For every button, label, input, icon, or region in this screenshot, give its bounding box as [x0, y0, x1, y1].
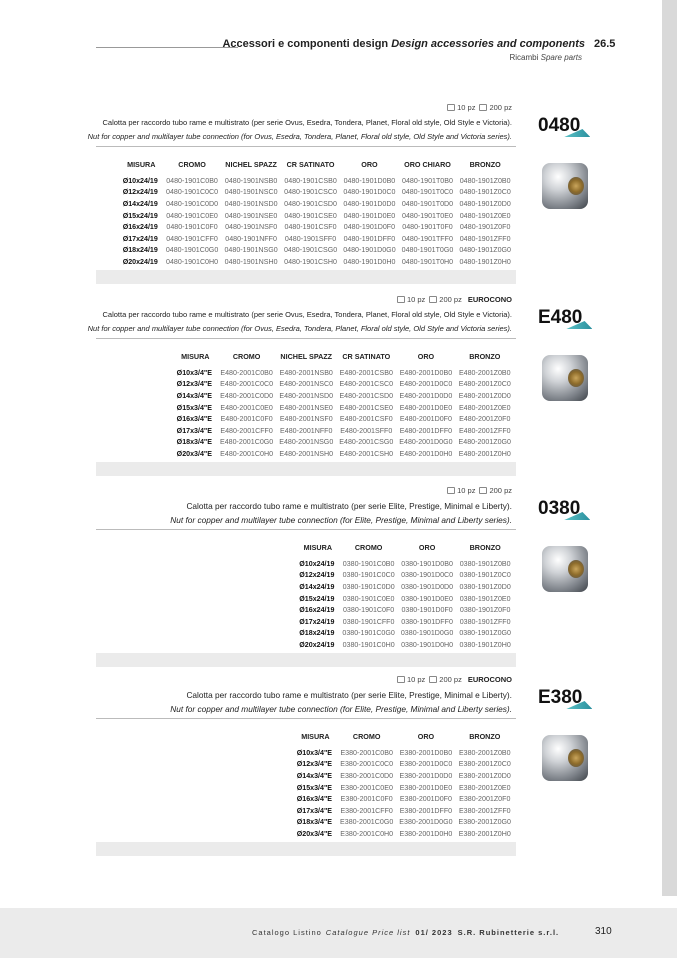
table-row: [174, 379, 514, 391]
part-code-cell: E480-2001NSB0: [279, 368, 333, 377]
pack-small: 10 pz: [406, 675, 426, 684]
size-cell: Ø17x24/19: [122, 234, 158, 243]
part-code-cell: 0480-1901Z0E0: [459, 211, 511, 220]
part-code-cell: 0380-1901D0D0: [401, 582, 454, 591]
table-header: [296, 542, 514, 558]
eurocono-tag: EUROCONO: [467, 675, 512, 684]
part-code-cell: E480-2001NSH0: [279, 449, 334, 458]
size-cell: Ø15x24/19: [122, 211, 158, 220]
part-code-cell: 0480-1901DFF0: [343, 234, 396, 243]
size-cell: Ø15x3/4"E: [296, 783, 333, 792]
part-code-cell: E480-2001NSG0: [279, 438, 334, 447]
part-code-cell: 0480-1901Z0F0: [459, 223, 511, 232]
size-cell: Ø14x24/19: [122, 199, 158, 208]
divider: [96, 146, 516, 147]
table-row: [296, 593, 514, 605]
divider: [96, 529, 516, 530]
part-code-cell: E380-2001D0C0: [399, 760, 453, 769]
eurocono-tag: EUROCONO: [467, 295, 512, 304]
part-code-cell: 0380-1901D0E0: [401, 594, 453, 603]
subtitle-en: Spare parts: [540, 53, 582, 62]
column-header: ORO CHIARO: [404, 160, 451, 169]
part-code-cell: E480-2001Z0D0: [458, 391, 511, 400]
table-row: [294, 747, 514, 759]
part-code-cell: E480-2001D0D0: [399, 391, 453, 400]
product-section-0480: [87, 103, 516, 288]
pack-big: 200 pz: [439, 675, 462, 684]
pack-small: 10 pz: [406, 295, 426, 304]
table-row: [120, 210, 514, 222]
page-number: 310: [595, 926, 612, 937]
table-row: [120, 175, 514, 187]
part-code-cell: 0480-1901C0F0: [166, 223, 218, 232]
table-row: [296, 616, 514, 628]
description: [88, 308, 512, 336]
product-section-0380: [96, 486, 516, 671]
size-cell: Ø18x3/4"E: [176, 438, 212, 447]
part-code-cell: E480-2001CSG0: [339, 438, 394, 447]
part-code-cell: E480-2001D0F0: [399, 415, 452, 424]
part-code-cell: 0380-1901Z0G0: [459, 629, 511, 638]
small-box-icon: [397, 676, 405, 683]
part-code-cell: 0380-1901Z0B0: [459, 559, 511, 568]
part-code-cell: E480-2001C0F0: [220, 415, 273, 424]
table-row: [294, 793, 514, 805]
part-code-cell: E380-2001DFF0: [399, 806, 453, 815]
size-cell: Ø18x3/4"E: [296, 818, 333, 827]
pack-big: 200 pz: [489, 103, 512, 112]
part-code-cell: 0380-1901C0C0: [342, 571, 395, 580]
size-cell: Ø12x3/4"E: [296, 760, 333, 769]
table-row: [296, 570, 514, 582]
part-code-cell: E380-2001C0F0: [340, 795, 393, 804]
footer-en: Catalogue Price list: [325, 928, 411, 937]
part-code-cell: E380-2001C0D0: [340, 771, 394, 780]
part-code-cell: 0380-1901D0B0: [401, 559, 453, 568]
part-code-cell: 0380-1901Z0H0: [459, 640, 511, 649]
product-code: 0380: [538, 498, 581, 519]
packaging-info: [393, 295, 512, 304]
part-code-cell: 0480-1901CSD0: [284, 199, 337, 208]
table-header: [294, 731, 514, 747]
size-cell: Ø14x24/19: [299, 582, 335, 591]
section-number: 26.5: [594, 38, 616, 50]
part-code-cell: 0380-1901C0F0: [342, 606, 395, 615]
part-code-cell: E480-2001CSB0: [339, 368, 393, 377]
table-row: [120, 198, 514, 210]
part-code-cell: E380-2001CFF0: [340, 806, 393, 815]
part-code-cell: 0480-1901D0F0: [343, 223, 396, 232]
divider: [96, 718, 516, 719]
table-row: [174, 402, 514, 414]
part-code-cell: E480-2001C0B0: [220, 368, 273, 377]
part-code-cell: 0480-1901CSC0: [284, 188, 337, 197]
part-code-cell: 0480-1901NFF0: [225, 234, 277, 243]
table-row: [294, 759, 514, 771]
part-code-cell: E480-2001C0C0: [220, 380, 274, 389]
size-cell: Ø15x3/4"E: [176, 403, 212, 412]
table-row: [120, 256, 514, 268]
subtitle: [510, 53, 583, 62]
part-code-cell: 0480-1901NSD0: [224, 199, 278, 208]
part-code-cell: E380-2001D0B0: [399, 748, 453, 757]
table-row: [296, 628, 514, 640]
table-footer-bar: [96, 270, 516, 284]
part-code-cell: 0480-1901NSE0: [224, 211, 278, 220]
part-code-cell: E480-2001CFF0: [220, 426, 273, 435]
part-code-cell: E380-2001C0B0: [340, 748, 393, 757]
part-code-cell: 0480-1901CSH0: [284, 257, 337, 266]
part-code-cell: 0380-1901CFF0: [342, 617, 395, 626]
part-code-cell: 0480-1901CSE0: [284, 211, 337, 220]
part-code-cell: 0480-1901T0C0: [401, 188, 454, 197]
part-code-cell: 0480-1901T0D0: [401, 199, 454, 208]
column-header: CR SATINATO: [286, 160, 335, 169]
title-it: Accessori e componenti design: [222, 38, 389, 50]
part-code-cell: E480-2001Z0E0: [458, 403, 511, 412]
part-code-cell: 0380-1901Z0E0: [459, 594, 511, 603]
part-code-cell: E480-2001SFF0: [340, 426, 393, 435]
part-code-cell: 0380-1901C0H0: [342, 640, 395, 649]
table-footer-bar: [96, 842, 516, 856]
table-row: [294, 770, 514, 782]
column-header: NICHEL SPAZZ: [280, 352, 333, 361]
column-header: BRONZO: [469, 543, 501, 552]
part-code-cell: E380-2001Z0E0: [458, 783, 511, 792]
product-section-E380: [96, 675, 516, 860]
part-code-cell: 0380-1901C0G0: [342, 629, 395, 638]
part-code-cell: E480-2001NSF0: [279, 415, 333, 424]
part-code-cell: E380-2001C0C0: [340, 760, 394, 769]
part-code-cell: E480-2001NSD0: [279, 391, 334, 400]
column-header: ORO: [418, 543, 436, 552]
part-code-cell: E480-2001Z0H0: [458, 449, 511, 458]
parts-table: [296, 542, 514, 651]
part-code-cell: 0480-1901NSG0: [224, 246, 278, 255]
part-code-cell: 0380-1901D0H0: [401, 640, 454, 649]
part-code-cell: E380-2001Z0B0: [458, 748, 511, 757]
part-code-cell: E380-2001C0E0: [340, 783, 393, 792]
size-cell: Ø16x24/19: [299, 606, 335, 615]
nut-product-image: [542, 735, 588, 781]
part-code-cell: 0380-1901DFF0: [401, 617, 453, 626]
part-code-cell: 0380-1901D0G0: [400, 629, 454, 638]
size-cell: Ø18x24/19: [122, 246, 158, 255]
column-header: MISURA: [127, 160, 156, 169]
size-cell: Ø12x24/19: [122, 188, 158, 197]
part-code-cell: E480-2001CSE0: [339, 403, 393, 412]
part-code-cell: E480-2001NSC0: [279, 380, 334, 389]
side-tab: [662, 0, 677, 896]
part-code-cell: E380-2001Z0D0: [458, 771, 511, 780]
description-en: Nut for copper and multilayer tube connection (for Elite, Prestige, Minimal and Liberty series).: [170, 704, 512, 714]
table-footer-bar: [96, 462, 516, 476]
column-header: CR SATINATO: [342, 352, 391, 361]
part-code-cell: E380-2001C0G0: [340, 818, 394, 827]
column-header: MISURA: [181, 352, 210, 361]
part-code-cell: 0480-1901Z0C0: [459, 188, 511, 197]
header-rule: [96, 47, 238, 48]
table-header: [120, 159, 514, 175]
size-cell: Ø20x24/19: [299, 640, 335, 649]
large-box-icon: [479, 487, 487, 494]
size-cell: Ø17x3/4"E: [296, 806, 333, 815]
description-it: Calotta per raccordo tubo rame e multistrato (per serie Elite, Prestige, Minimal e Liberty).: [186, 501, 512, 511]
part-code-cell: E480-2001C0E0: [220, 403, 273, 412]
large-box-icon: [429, 676, 437, 683]
part-code-cell: E380-2001C0H0: [340, 829, 394, 838]
part-code-cell: 0480-1901Z0B0: [459, 176, 511, 185]
part-code-cell: 0380-1901C0B0: [342, 559, 395, 568]
small-box-icon: [447, 487, 455, 494]
footer-company: S.R. Rubinetterie s.r.l.: [457, 928, 560, 937]
part-code-cell: 0480-1901NSH0: [224, 257, 278, 266]
table-row: [294, 782, 514, 794]
part-code-cell: E480-2001C0G0: [219, 438, 274, 447]
size-cell: Ø16x24/19: [122, 223, 158, 232]
description-en: Nut for copper and multilayer tube connection (for Elite, Prestige, Minimal and Liberty series).: [170, 515, 512, 525]
description-it: Calotta per raccordo tubo rame e multistrato (per serie Elite, Prestige, Minimal e Liberty).: [186, 690, 512, 700]
size-cell: Ø20x3/4"E: [296, 829, 333, 838]
part-code-cell: E380-2001Z0G0: [458, 818, 511, 827]
part-code-cell: E480-2001CSH0: [339, 449, 394, 458]
description: [170, 499, 512, 527]
part-code-cell: 0480-1901CSB0: [284, 176, 337, 185]
part-code-cell: 0480-1901D0C0: [343, 188, 396, 197]
parts-table: [294, 731, 514, 840]
size-cell: Ø17x24/19: [299, 617, 335, 626]
pack-small: 10 pz: [457, 486, 476, 495]
size-cell: Ø16x3/4"E: [176, 415, 212, 424]
footer-date: 01/ 2023: [415, 928, 453, 937]
column-header: CROMO: [232, 352, 261, 361]
part-code-cell: E380-2001D0H0: [399, 829, 453, 838]
size-cell: Ø10x24/19: [122, 176, 158, 185]
part-code-cell: E380-2001D0D0: [399, 771, 453, 780]
small-box-icon: [447, 104, 455, 111]
part-code-cell: 0480-1901C0G0: [165, 246, 219, 255]
description-en: Nut for copper and multilayer tube connection (for Ovus, Esedra, Tondera, Planet, Floral old style, Old Style and Victoria series).: [87, 132, 512, 141]
part-code-cell: E480-2001CSD0: [339, 391, 394, 400]
pack-big: 200 pz: [489, 486, 512, 495]
table-row: [174, 367, 514, 379]
part-code-cell: 0480-1901NSB0: [224, 176, 278, 185]
table-row: [296, 604, 514, 616]
part-code-cell: 0480-1901SFF0: [284, 234, 337, 243]
part-code-cell: E480-2001CSF0: [339, 415, 393, 424]
product-section-E480: [87, 295, 516, 480]
table-row: [296, 558, 514, 570]
part-code-cell: E480-2001D0E0: [399, 403, 453, 412]
part-code-cell: 0480-1901T0G0: [401, 246, 454, 255]
table-row: [296, 639, 514, 651]
part-code-cell: 0480-1901D0D0: [343, 199, 396, 208]
column-header: MISURA: [303, 543, 333, 552]
column-header: CROMO: [178, 160, 206, 169]
column-header: BRONZO: [469, 352, 501, 361]
column-header: MISURA: [301, 732, 330, 741]
part-code-cell: 0480-1901CSG0: [283, 246, 338, 255]
product-code: E380: [538, 687, 583, 708]
column-header: ORO: [417, 732, 435, 741]
part-code-cell: 0480-1901CSF0: [284, 223, 337, 232]
column-header: NICHEL SPAZZ: [225, 160, 277, 169]
nut-product-image: [542, 546, 588, 592]
part-code-cell: E480-2001DFF0: [399, 426, 453, 435]
part-code-cell: E480-2001Z0C0: [458, 380, 511, 389]
table-row: [174, 390, 514, 402]
part-code-cell: 0480-1901D0E0: [343, 211, 396, 220]
size-cell: Ø16x3/4"E: [296, 795, 333, 804]
small-box-icon: [397, 296, 405, 303]
part-code-cell: 0480-1901NSC0: [224, 188, 278, 197]
parts-table: [120, 159, 514, 268]
part-code-cell: E380-2001ZFF0: [458, 806, 511, 815]
part-code-cell: E480-2001Z0B0: [458, 368, 511, 377]
size-cell: Ø20x3/4"E: [176, 449, 212, 458]
table-header: [174, 351, 514, 367]
part-code-cell: 0480-1901NSF0: [225, 223, 278, 232]
part-code-cell: E380-2001D0E0: [399, 783, 453, 792]
part-code-cell: 0480-1901D0G0: [343, 246, 396, 255]
part-code-cell: E480-2001NSE0: [279, 403, 333, 412]
part-code-cell: 0480-1901C0D0: [166, 199, 219, 208]
size-cell: Ø12x24/19: [299, 571, 335, 580]
part-code-cell: E480-2001D0C0: [399, 380, 453, 389]
part-code-cell: 0480-1901Z0G0: [459, 246, 511, 255]
footer-text: [252, 928, 559, 937]
size-cell: Ø18x24/19: [299, 629, 335, 638]
part-code-cell: E380-2001D0F0: [399, 795, 452, 804]
part-code-cell: E380-2001Z0C0: [458, 760, 511, 769]
table-row: [296, 581, 514, 593]
divider: [96, 338, 516, 339]
table-row: [174, 413, 514, 425]
part-code-cell: E480-2001D0H0: [399, 449, 453, 458]
description-it: Calotta per raccordo tubo rame e multistrato (per serie Ovus, Esedra, Tondera, Planet, Floral old style, Old Style e Victoria).: [102, 310, 512, 319]
part-code-cell: 0380-1901Z0C0: [459, 571, 511, 580]
size-cell: Ø10x24/19: [299, 559, 335, 568]
part-code-cell: 0480-1901D0H0: [343, 257, 396, 266]
part-code-cell: 0380-1901C0E0: [342, 594, 395, 603]
large-box-icon: [429, 296, 437, 303]
column-header: CROMO: [354, 543, 383, 552]
table-row: [294, 828, 514, 840]
part-code-cell: E380-2001Z0H0: [458, 829, 511, 838]
part-code-cell: 0480-1901T0B0: [402, 176, 453, 185]
part-code-cell: 0380-1901C0D0: [342, 582, 395, 591]
part-code-cell: E480-2001C0D0: [220, 391, 274, 400]
product-code: E480: [538, 307, 583, 328]
part-code-cell: 0380-1901Z0F0: [459, 606, 511, 615]
part-code-cell: 0480-1901C0E0: [166, 211, 218, 220]
part-code-cell: 0480-1901C0H0: [166, 257, 219, 266]
nut-product-image: [542, 355, 588, 401]
table-row: [294, 805, 514, 817]
part-code-cell: 0480-1901CFF0: [166, 234, 218, 243]
size-cell: Ø12x3/4"E: [176, 380, 212, 389]
packaging-info: [393, 675, 512, 684]
part-code-cell: 0480-1901Z0H0: [459, 257, 511, 266]
page-title: [222, 38, 585, 50]
size-cell: Ø17x3/4"E: [176, 426, 212, 435]
description: [88, 116, 512, 144]
description-it: Calotta per raccordo tubo rame e multistrato (per serie Ovus, Esedra, Tondera, Planet, Floral old style, Old Style e Victoria).: [102, 118, 512, 127]
part-code-cell: 0480-1901C0C0: [166, 188, 219, 197]
size-cell: Ø14x3/4"E: [296, 771, 333, 780]
part-code-cell: 0380-1901Z0D0: [459, 582, 511, 591]
table-row: [294, 817, 514, 829]
part-code-cell: E480-2001C0H0: [220, 449, 274, 458]
table-row: [174, 425, 514, 437]
description-en: Nut for copper and multilayer tube connection (for Ovus, Esedra, Tondera, Planet, Floral old style, Old Style and Victoria series).: [87, 324, 512, 333]
part-code-cell: 0380-1901D0C0: [401, 571, 454, 580]
table-row: [120, 233, 514, 245]
column-header: ORO: [361, 160, 378, 169]
packaging-info: [443, 486, 512, 495]
title-en: Design accessories and components: [391, 38, 585, 50]
part-code-cell: E480-2001ZFF0: [458, 426, 511, 435]
table-footer-bar: [96, 653, 516, 667]
table-row: [174, 437, 514, 449]
part-code-cell: E480-2001D0G0: [399, 438, 453, 447]
column-header: ORO: [417, 352, 435, 361]
part-code-cell: E480-2001Z0G0: [458, 438, 511, 447]
column-header: CROMO: [352, 732, 381, 741]
parts-table: [174, 351, 514, 460]
table-row: [120, 187, 514, 199]
column-header: BRONZO: [469, 732, 501, 741]
size-cell: Ø10x3/4"E: [296, 748, 333, 757]
part-code-cell: 0480-1901C0B0: [166, 176, 218, 185]
part-code-cell: 0380-1901D0F0: [401, 606, 453, 615]
part-code-cell: 0480-1901T0H0: [401, 257, 454, 266]
product-code: 0480: [538, 115, 581, 136]
pack-big: 200 pz: [439, 295, 462, 304]
footer-it: Catalogo Listino: [252, 928, 322, 937]
subtitle-it: Ricambi: [509, 53, 539, 62]
pack-small: 10 pz: [457, 103, 476, 112]
description: [170, 688, 512, 716]
large-box-icon: [479, 104, 487, 111]
part-code-cell: E380-2001D0G0: [399, 818, 453, 827]
table-row: [174, 448, 514, 460]
size-cell: Ø20x24/19: [122, 257, 158, 266]
part-code-cell: E380-2001Z0F0: [459, 795, 511, 804]
part-code-cell: E480-2001CSC0: [339, 380, 394, 389]
part-code-cell: 0480-1901D0B0: [343, 176, 396, 185]
part-code-cell: 0480-1901Z0D0: [459, 199, 511, 208]
part-code-cell: 0480-1901ZFF0: [459, 234, 511, 243]
size-cell: Ø10x3/4"E: [176, 368, 212, 377]
table-row: [120, 221, 514, 233]
part-code-cell: 0480-1901T0E0: [402, 211, 453, 220]
part-code-cell: E480-2001Z0F0: [459, 415, 511, 424]
part-code-cell: E480-2001NFF0: [280, 426, 333, 435]
nut-product-image: [542, 163, 588, 209]
table-row: [120, 245, 514, 257]
column-header: BRONZO: [469, 160, 501, 169]
size-cell: Ø14x3/4"E: [176, 391, 212, 400]
part-code-cell: 0480-1901TFF0: [402, 234, 453, 243]
part-code-cell: E480-2001D0B0: [399, 368, 453, 377]
packaging-info: [443, 103, 512, 112]
part-code-cell: 0380-1901ZFF0: [459, 617, 511, 626]
size-cell: Ø15x24/19: [299, 594, 335, 603]
part-code-cell: 0480-1901T0F0: [402, 223, 453, 232]
